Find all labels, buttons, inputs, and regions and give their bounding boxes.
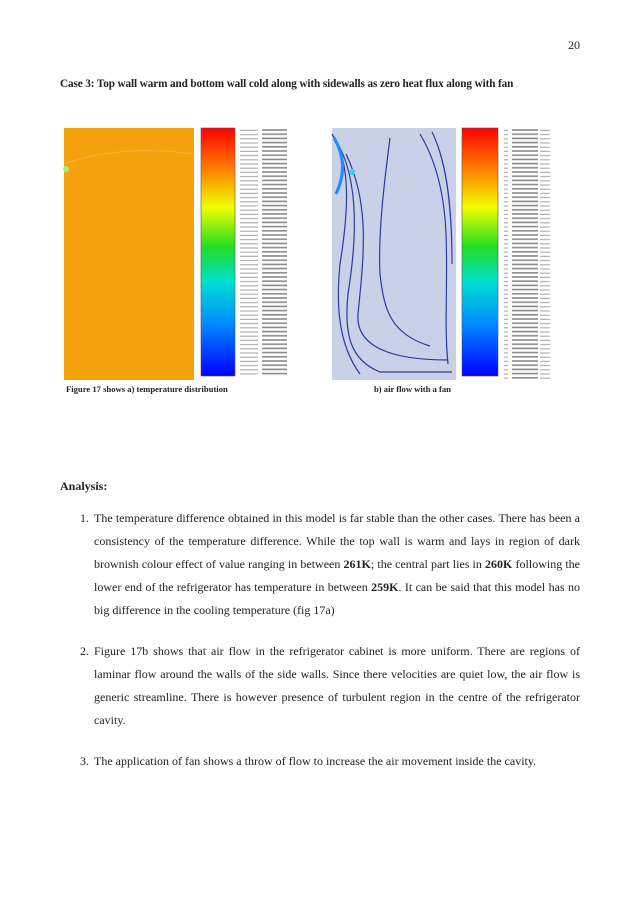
page-number: 20	[568, 38, 580, 52]
item-text: Figure 17b shows that air flow in the refrigerator cabinet is more uniform. There are regions of laminar flow around the walls of the side walls. Since there velocities are quiet low, the air flow is generic streamline. There is however presence of turbulent region in the centre of the refrigerator cavity.	[94, 644, 580, 727]
list-item	[60, 750, 580, 773]
item-text: The application of fan shows a throw of flow to increase the air movement inside the cavity.	[94, 754, 537, 768]
item-number: 2.	[80, 644, 89, 658]
figure-caption-a: Figure 17 shows a) temperature distribution	[66, 384, 228, 394]
figure-caption-b: b) air flow with a fan	[374, 384, 451, 394]
list-item	[60, 640, 580, 732]
case-heading: Case 3: Top wall warm and bottom wall cold along with sidewalls as zero heat flux along with fan	[60, 78, 514, 90]
item-number: 1.	[80, 511, 89, 525]
item-number: 3.	[80, 754, 89, 768]
item-text: The temperature difference obtained in this model is far stable than the other cases. There has been a consistency of the temperature difference. While the top wall is warm and lays in region of dark brownish colour effect of value ranging in between 261K; the central part lies in 260K following the lower end of the refrigerator has temperature in between 259K. It can be said that this model has no big difference in the cooling temperature (fig 17a)	[94, 511, 581, 617]
air-flow-plot	[332, 128, 550, 380]
temperature-distribution-plot	[63, 128, 287, 380]
figure-17	[60, 124, 580, 390]
analysis-heading: Analysis:	[60, 479, 108, 493]
list-item	[60, 507, 580, 622]
analysis-list	[60, 507, 580, 791]
